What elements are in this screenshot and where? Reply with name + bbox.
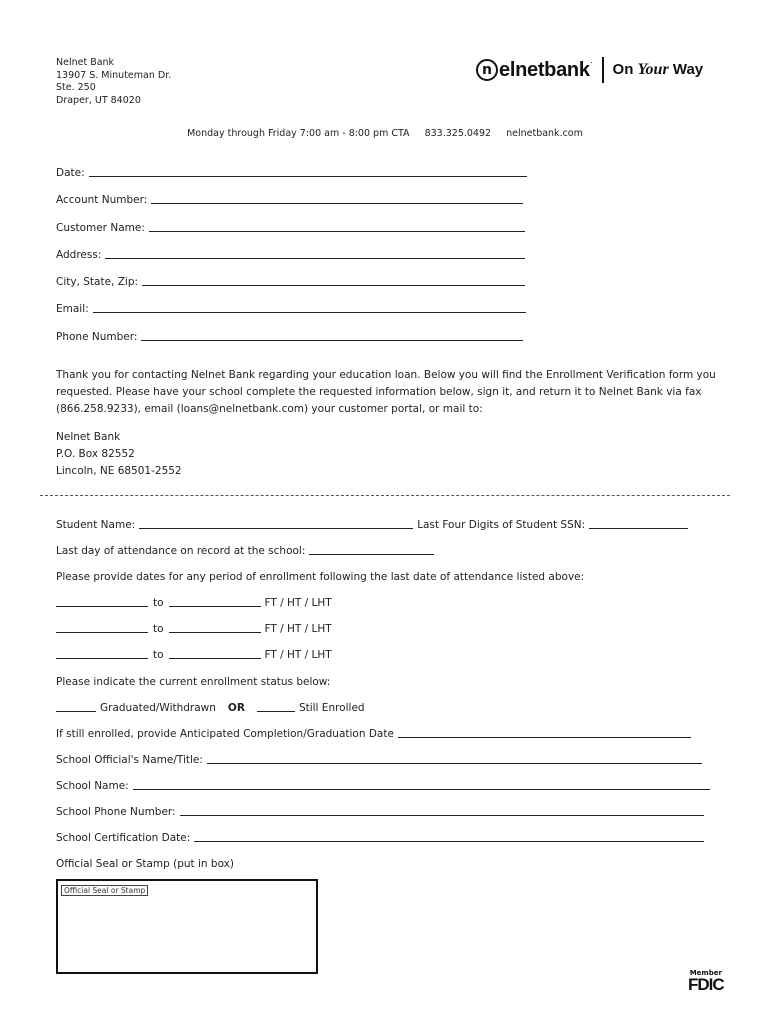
tagline-italic: Your <box>637 61 669 78</box>
school-name-row <box>56 780 710 792</box>
field-label: Email: <box>56 303 89 315</box>
logo-tagline <box>613 61 704 79</box>
address-field[interactable] <box>56 249 525 261</box>
school-phone-row <box>56 806 704 818</box>
seal-box-label: Official Seal or Stamp <box>61 885 148 896</box>
logo-divider <box>602 57 604 83</box>
official-seal-box[interactable] <box>56 879 318 974</box>
last-day-row <box>56 545 434 557</box>
logo-word-text: elnetbank <box>499 58 590 81</box>
school-phone-label: School Phone Number: <box>56 806 176 818</box>
student-info-row <box>56 519 688 531</box>
graduated-label: Graduated/Withdrawn <box>100 702 216 714</box>
school-official-row <box>56 754 702 766</box>
mail-line: Nelnet Bank <box>56 431 121 443</box>
period-start-line[interactable] <box>56 632 148 633</box>
customer-name-line[interactable] <box>149 231 525 232</box>
field-label: Account Number: <box>56 194 148 206</box>
nelnet-bank-logo <box>476 56 703 84</box>
seal-prompt-row <box>56 858 234 870</box>
tagline-suffix: Way <box>668 61 704 78</box>
school-name-line[interactable] <box>133 789 710 790</box>
sender-line: Nelnet Bank <box>56 57 115 68</box>
graduated-line[interactable] <box>56 711 96 712</box>
sender-line: 13907 S. Minuteman Dr. <box>56 69 172 81</box>
logo-registered: . <box>590 58 593 65</box>
anticipated-date-line[interactable] <box>398 737 691 738</box>
member-fdic-logo <box>688 969 724 993</box>
customer-name-field[interactable] <box>56 222 525 234</box>
anticipated-label: If still enrolled, provide Anticipated Completion/Graduation Date <box>56 728 394 740</box>
seal-prompt-label: Official Seal or Stamp (put in box) <box>56 858 234 870</box>
contact-hours: Monday through Friday 7:00 am - 8:00 pm CTA <box>187 128 410 139</box>
date-field[interactable] <box>56 167 527 179</box>
enrollment-period-row <box>56 623 332 635</box>
ssn-line[interactable] <box>589 528 688 529</box>
mail-line: Lincoln, NE 68501-2552 <box>56 465 182 477</box>
logo-n-mark: n <box>476 59 498 81</box>
city-state-zip-field[interactable] <box>56 276 525 288</box>
still-enrolled-line[interactable] <box>257 711 295 712</box>
city-state-zip-line[interactable] <box>142 285 525 286</box>
provide-dates-label: Please provide dates for any period of enrollment following the last date of attendance listed above: <box>56 571 585 583</box>
status-prompt-text <box>56 676 330 688</box>
phone-number-field[interactable] <box>56 331 523 343</box>
mail-line: P.O. Box 82552 <box>56 448 135 460</box>
student-name-label: Student Name: <box>56 519 136 531</box>
cert-date-line[interactable] <box>194 841 704 842</box>
period-start-line[interactable] <box>56 658 148 659</box>
sender-line: Draper, UT 84020 <box>56 94 141 106</box>
to-label: to <box>153 649 164 661</box>
last-day-line[interactable] <box>309 554 434 555</box>
enrollment-period-row <box>56 649 332 661</box>
official-name-line[interactable] <box>207 763 702 764</box>
school-phone-line[interactable] <box>180 815 704 816</box>
contact-phone: 833.325.0492 <box>424 128 492 139</box>
still-enrolled-label: Still Enrolled <box>298 702 365 714</box>
address-line[interactable] <box>105 258 525 259</box>
phone-number-line[interactable] <box>141 340 523 341</box>
cut-line-divider <box>40 495 730 496</box>
contact-website: nelnetbank.com <box>506 128 583 139</box>
sender-address <box>56 57 171 107</box>
email-line[interactable] <box>93 312 526 313</box>
account-number-field[interactable] <box>56 194 523 206</box>
sender-line: Ste. 250 <box>56 82 96 93</box>
contact-line <box>0 128 770 139</box>
last-day-label: Last day of attendance on record at the school: <box>56 545 306 557</box>
period-end-line[interactable] <box>169 632 261 633</box>
official-name-label: School Official's Name/Title: <box>56 754 203 766</box>
intro-paragraph: Thank you for contacting Nelnet Bank regarding your education loan. Below you will find the Enrollment Verification form you requested. Please have your school complete the requested information below, sign it, and return it to Nelnet Bank via fax (866.258.9233), email (loans@nelnetbank.com) your customer portal, or mail to: <box>56 369 716 415</box>
mailing-address <box>56 429 182 480</box>
provide-dates-text <box>56 571 584 583</box>
date-line[interactable] <box>89 176 527 177</box>
field-label: City, State, Zip: <box>56 276 139 288</box>
period-end-line[interactable] <box>169 606 261 607</box>
enrollment-load-options: FT / HT / LHT <box>264 623 332 635</box>
email-field[interactable] <box>56 303 526 315</box>
field-label: Phone Number: <box>56 331 138 343</box>
cert-date-label: School Certification Date: <box>56 832 191 844</box>
anticipated-date-row <box>56 728 691 740</box>
fdic-mark: FDIC <box>688 975 724 994</box>
field-label: Date: <box>56 167 85 179</box>
enrollment-load-options: FT / HT / LHT <box>264 649 332 661</box>
to-label: to <box>153 597 164 609</box>
field-label: Address: <box>56 249 102 261</box>
certification-date-row <box>56 832 704 844</box>
fdic-member-text: Member <box>689 969 722 977</box>
ssn-label: Last Four Digits of Student SSN: <box>417 519 586 531</box>
status-options-row <box>56 702 365 714</box>
period-end-line[interactable] <box>169 658 261 659</box>
tagline-prefix: On <box>612 61 638 78</box>
to-label: to <box>153 623 164 635</box>
enrollment-load-options: FT / HT / LHT <box>264 597 332 609</box>
student-name-line[interactable] <box>139 528 413 529</box>
field-label: Customer Name: <box>56 222 145 234</box>
or-label: OR <box>227 702 245 714</box>
enrollment-period-row <box>56 597 332 609</box>
school-name-label: School Name: <box>56 780 129 792</box>
account-number-line[interactable] <box>151 203 523 204</box>
period-start-line[interactable] <box>56 606 148 607</box>
logo-wordmark <box>499 59 592 82</box>
status-prompt-label: Please indicate the current enrollment status below: <box>56 676 331 688</box>
